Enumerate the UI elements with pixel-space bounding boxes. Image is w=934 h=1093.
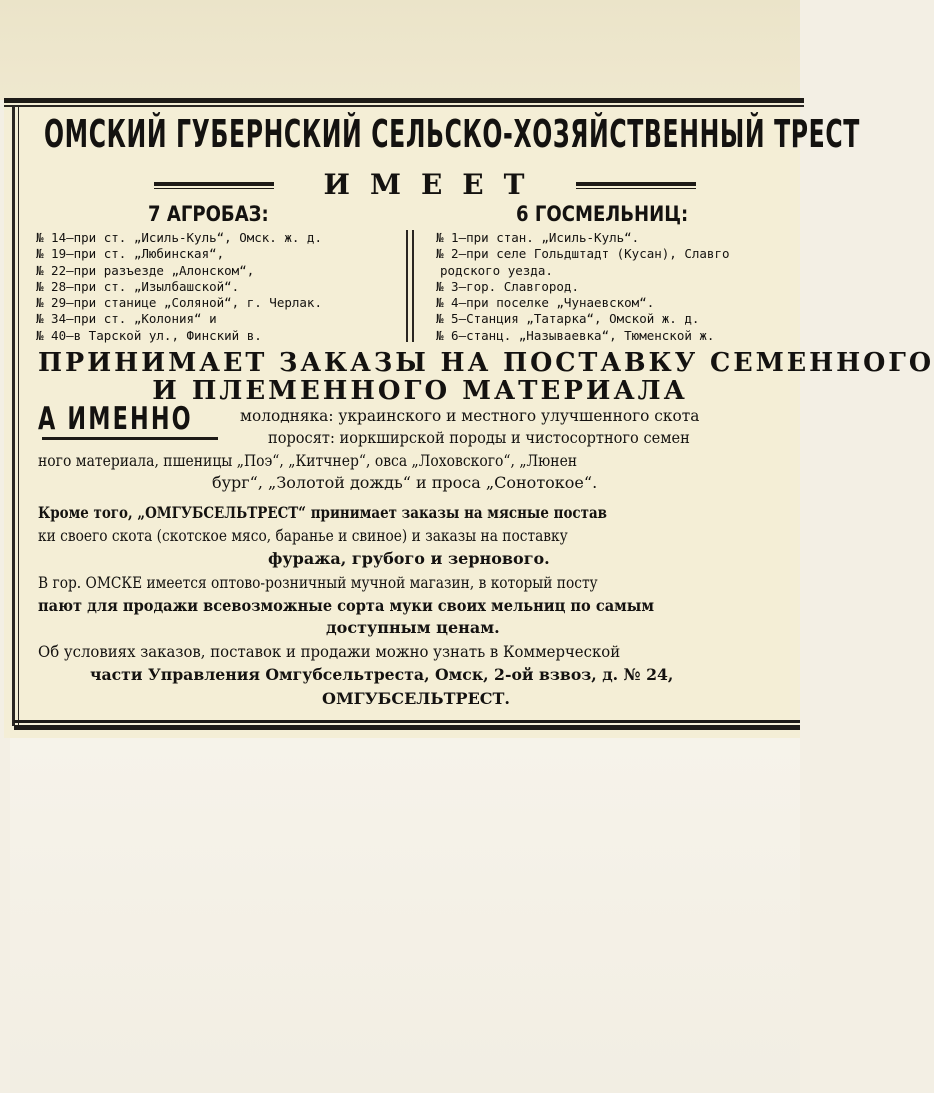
store-line3: доступным ценам. [326,618,500,637]
trust-title: ОМСКИЙ ГУБЕРНСКИЙ СЕЛЬСКО-ХОЗЯЙСТВЕННЫЙ ТРЕСТ [44,112,860,156]
list-item: № 5—Станция „Татарка“, Омской ж. д. [436,311,700,327]
namely-line3: ного материала, пшеницы „Поэ“, „Китчнер“, овса „Лоховского“, „Люнен [38,451,578,470]
has-heading: ИМЕЕТ [323,168,545,201]
list-item: № 19—при ст. „Любинская“, [36,246,225,262]
namely-underline [42,437,218,440]
blank-paper-area [10,738,800,1093]
list-item: № 34—при ст. „Колония“ и [36,311,217,327]
store-line1: В гор. ОМСКЕ имеется оптово-розничный мучной магазин, в который посту [38,573,598,592]
terms-line2: части Управления Омгубсельтреста, Омск, 2-ой взвоз, д. № 24, [90,665,674,684]
orders-heading-line1: ПРИНИМАЕТ ЗАКАЗЫ НА ПОСТАВКУ СЕМЕННОГО [38,348,934,378]
agrobases-list [36,230,322,344]
bottom-rule-thick [14,725,800,730]
list-item: № 2—при селе Гольдштадт (Кусан), Славго [436,246,730,262]
left-border-line [18,106,19,726]
orders-heading-line2: И ПЛЕМЕННОГО МАТЕРИАЛА [152,376,688,406]
ornament-line-left-thin [154,188,274,189]
top-rule-thin [4,105,804,107]
ornament-line-right [576,182,696,186]
newspaper-clipping [4,98,934,738]
column-divider-left [406,230,408,342]
ornament-line-right-thin [576,188,696,189]
signature: ОМГУБСЕЛЬТРЕСТ. [322,689,510,708]
mills-list [436,230,730,344]
list-item: № 22—при разъезде „Алонском“, [36,262,255,278]
list-item: родского уезда. [440,262,553,278]
left-border-bar [12,106,15,726]
top-rule-thick [4,98,804,103]
imeet-row [4,168,800,201]
namely-line4: бург“, „Золотой дождь“ и проса „Сонотокое“. [212,473,598,492]
list-item: № 1—при стан. „Исиль-Куль“. [436,230,640,245]
mills-heading: 6 ГОСМЕЛЬНИЦ: [516,202,689,226]
list-item: № 28—при ст. „Изылбашской“. [36,278,240,294]
besides-line1: Кроме того, „ОМГУБСЕЛЬТРЕСТ“ принимает заказы на мясные постав [38,503,607,522]
besides-line2: ки своего скота (скотское мясо, баранье и свиное) и заказы на поставку [38,526,568,545]
list-item: № 3—гор. Славгород. [436,278,579,294]
besides-line3: фуража, грубого и зернового. [268,549,550,568]
store-line2: пают для продажи всевозможные сорта муки своих мельниц по самым [38,596,655,615]
column-divider-right [412,230,414,342]
terms-line1: Об условиях заказов, поставок и продажи можно узнать в Коммерческой [38,642,621,661]
list-item: № 40—в Тарской ул., Финский в. [36,327,262,343]
list-item: № 14—при ст. „Исиль-Куль“, Омск. ж. д. [36,230,322,245]
agrobases-heading: 7 АГРОБАЗ: [148,202,269,226]
paper-background-top [0,0,800,100]
ornament-line-left [154,182,274,186]
list-item: № 4—при поселке „Чунаевском“. [436,295,655,311]
list-item: № 29—при станице „Соляной“, г. Черлак. [36,295,322,311]
namely-label: А ИМЕННО [38,401,193,437]
namely-line1: молодняка: украинского и местного улучшенного скота [240,406,700,425]
namely-line2: поросят: иоркширской породы и чистосортного семен [268,428,690,447]
list-item: № 6—станц. „Называевка“, Тюменской ж. [436,327,715,343]
bottom-rule-thin [14,720,800,723]
